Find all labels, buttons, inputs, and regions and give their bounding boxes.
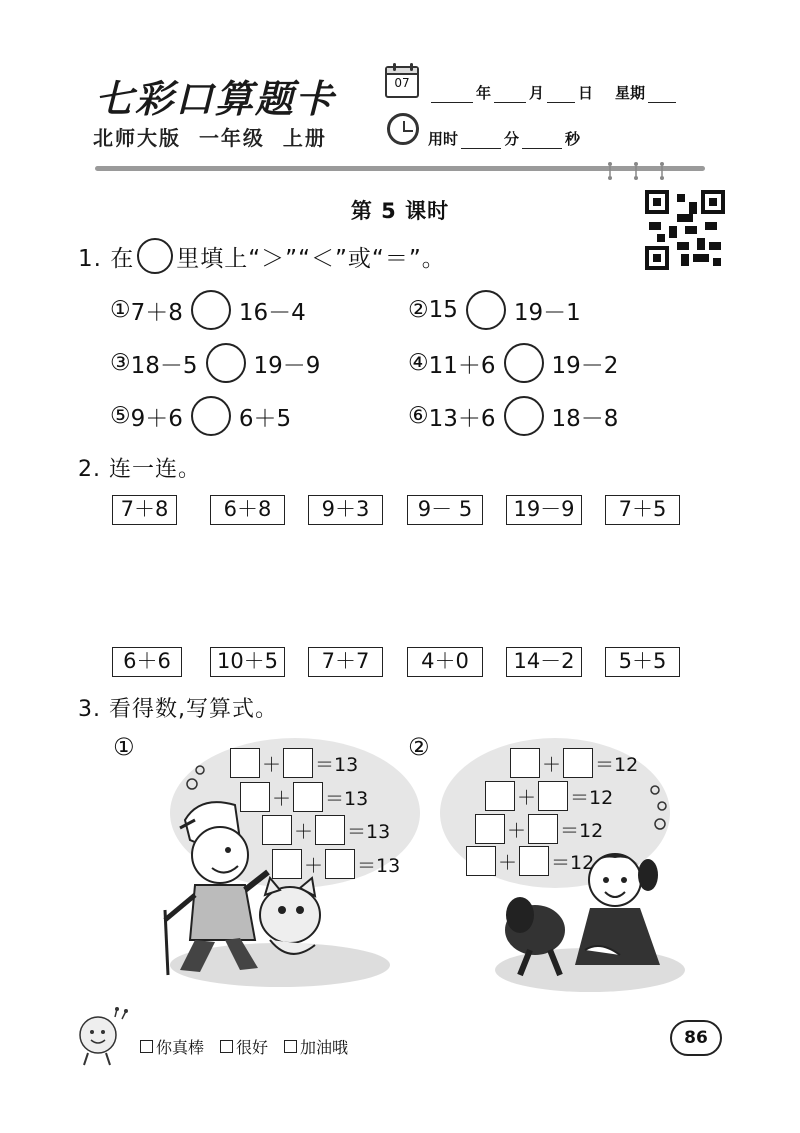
answer-box[interactable]	[510, 748, 540, 778]
answer-circle[interactable]	[206, 343, 246, 383]
mascot-icon	[70, 1005, 135, 1070]
answer-box[interactable]	[325, 849, 355, 879]
rating-keep-going[interactable]: 加油哦	[284, 1035, 348, 1058]
brand-title: 七彩口算题卡	[95, 76, 336, 121]
answer-circle[interactable]	[191, 290, 231, 330]
answer-box[interactable]	[283, 748, 313, 778]
answer-box[interactable]	[315, 815, 345, 845]
q1-item-1: ① 7＋8 16－4	[110, 290, 306, 330]
answer-box[interactable]	[475, 814, 505, 844]
girl-and-dog-illustration	[490, 780, 690, 1000]
day-blank[interactable]	[547, 87, 575, 103]
answer-box[interactable]	[538, 781, 568, 811]
circle-symbol-icon	[137, 238, 173, 274]
q3-part-1-number: ①	[113, 733, 135, 761]
match-top-4[interactable]: 9－ 5	[407, 495, 483, 525]
answer-circle[interactable]	[504, 343, 544, 383]
q3-part-1-equation-2: ＋ ＝13	[240, 782, 370, 812]
answer-box[interactable]	[262, 815, 292, 845]
answer-box[interactable]	[230, 748, 260, 778]
match-bottom-5[interactable]: 14－2	[506, 647, 582, 677]
q3-part-1-equation-4: ＋ ＝13	[272, 849, 402, 879]
q3-part-1-equation-1: ＋ ＝13	[230, 748, 360, 778]
match-top-6[interactable]: 7＋5	[605, 495, 680, 525]
q3-title: 3. 看得数,写算式。	[78, 697, 278, 722]
clock-icon	[387, 113, 419, 145]
match-bottom-4[interactable]: 4＋0	[407, 647, 483, 677]
q1-item-6: ⑥ 13＋6 18－8	[408, 396, 618, 436]
rating-good[interactable]: 很好	[220, 1035, 268, 1058]
date-fields: 年 月 日 星期	[428, 82, 679, 103]
checkbox[interactable]	[140, 1040, 153, 1053]
answer-box[interactable]	[563, 748, 593, 778]
q3-part-1-equation-3: ＋ ＝13	[262, 815, 392, 845]
match-top-5[interactable]: 19－9	[506, 495, 582, 525]
answer-circle[interactable]	[504, 396, 544, 436]
q3-part-2-equation-2: ＋ ＝12	[485, 781, 615, 811]
rating-options	[140, 1035, 364, 1058]
match-bottom-3[interactable]: 7＋7	[308, 647, 383, 677]
match-top-1[interactable]: 7＋8	[112, 495, 177, 525]
qr-code-icon	[645, 190, 725, 270]
match-top-3[interactable]: 9＋3	[308, 495, 383, 525]
q2-title: 2. 连一连。	[78, 457, 201, 482]
q3-part-2-number: ②	[408, 733, 430, 761]
q1-item-5: ⑤ 9＋6 6＋5	[110, 396, 291, 436]
q3-part-2-equation-4: ＋ ＝12	[466, 846, 596, 876]
match-bottom-6[interactable]: 5＋5	[605, 647, 680, 677]
q3-part-2-equation-3: ＋ ＝12	[475, 814, 605, 844]
checkbox[interactable]	[284, 1040, 297, 1053]
q1-item-3: ③ 18－5 19－9	[110, 343, 320, 383]
q3-part-2-equation-1: ＋ ＝12	[510, 748, 640, 778]
decor-dots	[600, 158, 680, 186]
answer-box[interactable]	[485, 781, 515, 811]
calendar-icon	[385, 66, 419, 98]
match-bottom-2[interactable]: 10＋5	[210, 647, 285, 677]
weekday-blank[interactable]	[648, 87, 676, 103]
q1-item-2: ② 15 19－1	[408, 290, 581, 330]
minutes-blank[interactable]	[461, 133, 501, 149]
q1-item-4: ④ 11＋6 19－2	[408, 343, 618, 383]
rating-great[interactable]: 你真棒	[140, 1035, 204, 1058]
match-top-2[interactable]: 6＋8	[210, 495, 285, 525]
month-blank[interactable]	[494, 87, 526, 103]
answer-box[interactable]	[466, 846, 496, 876]
checkbox[interactable]	[220, 1040, 233, 1053]
lesson-title: 第 5 课时	[350, 199, 450, 223]
seconds-blank[interactable]	[522, 133, 562, 149]
page-number: 86	[670, 1020, 722, 1056]
answer-circle[interactable]	[466, 290, 506, 330]
answer-box[interactable]	[240, 782, 270, 812]
answer-box[interactable]	[272, 849, 302, 879]
answer-box[interactable]	[528, 814, 558, 844]
time-fields: 用时 分 秒	[428, 130, 581, 148]
year-blank[interactable]	[431, 87, 473, 103]
answer-box[interactable]	[293, 782, 323, 812]
q1-title: 1. 在 里填上“＞”“＜”或“＝”。	[78, 238, 446, 274]
answer-box[interactable]	[519, 846, 549, 876]
match-bottom-1[interactable]: 6＋6	[112, 647, 182, 677]
answer-circle[interactable]	[191, 396, 231, 436]
edition-line: 北师大版 一年级 上册	[93, 126, 327, 150]
calendar-day: 07	[394, 76, 410, 90]
